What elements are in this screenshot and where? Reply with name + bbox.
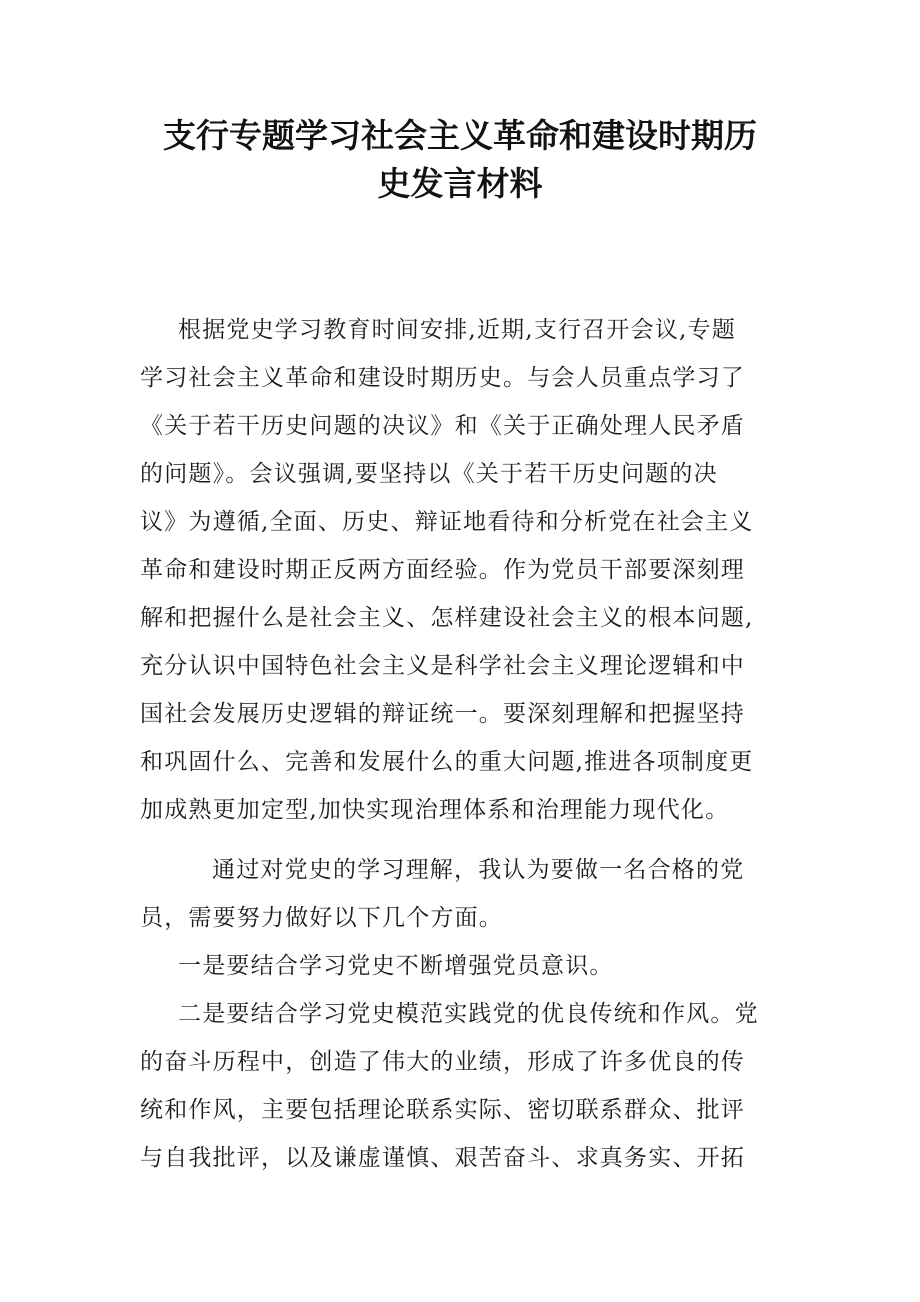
paragraph-line: 议》为遵循,全面、历史、辩证地看待和分析党在社会主义	[140, 509, 754, 535]
document-title	[130, 112, 790, 208]
paragraph-1	[140, 306, 780, 834]
paragraph-line: 二是要结合学习党史模范实践党的优良传统和作风。党	[178, 1001, 759, 1027]
paragraph-line: 国社会发展历史逻辑的辩证统一。要深刻理解和把握坚持	[140, 701, 745, 727]
paragraph-line: 通过对党史的学习理解，我认为要做一名合格的党	[212, 857, 745, 883]
paragraph-line: 学习社会主义革命和建设时期历史。与会人员重点学习了	[140, 365, 745, 391]
paragraph-line: 的问题》。会议强调,要坚持以《关于若干历史问题的决	[140, 461, 718, 487]
paragraph-3	[140, 942, 780, 990]
paragraph-line: 根据党史学习教育时间安排,近期,支行召开会议,专题	[178, 317, 736, 343]
paragraph-4	[140, 990, 780, 1182]
paragraph-line: 一是要结合学习党史不断增强党员意识。	[178, 953, 614, 979]
title-line-2: 史发言材料	[377, 164, 543, 203]
paragraph-line: 解和把握什么是社会主义、怎样建设社会主义的根本问题,	[140, 605, 754, 631]
paragraph-line: 《关于若干历史问题的决议》和《关于正确处理人民矛盾	[140, 413, 745, 439]
title-line-1: 支行专题学习社会主义革命和建设时期历	[163, 116, 757, 155]
paragraph-line: 和巩固什么、完善和发展什么的重大问题,推进各项制度更	[140, 749, 754, 775]
paragraph-line: 统和作风，主要包括理论联系实际、密切联系群众、批评	[140, 1097, 745, 1123]
paragraph-line: 员，需要努力做好以下几个方面。	[140, 905, 503, 931]
paragraph-line: 的奋斗历程中，创造了伟大的业绩，形成了许多优良的传	[140, 1049, 745, 1075]
paragraph-line: 充分认识中国特色社会主义是科学社会主义理论逻辑和中	[140, 653, 745, 679]
document-body	[140, 306, 780, 1182]
paragraph-spacer	[140, 834, 780, 846]
paragraph-line: 革命和建设时期正反两方面经验。作为党员干部要深刻理	[140, 557, 745, 583]
paragraph-line: 加成熟更加定型,加快实现治理体系和治理能力现代化。	[140, 797, 730, 823]
paragraph-line: 与自我批评，以及谦虚谨慎、艰苦奋斗、求真务实、开拓	[140, 1145, 745, 1171]
paragraph-2	[140, 846, 780, 942]
